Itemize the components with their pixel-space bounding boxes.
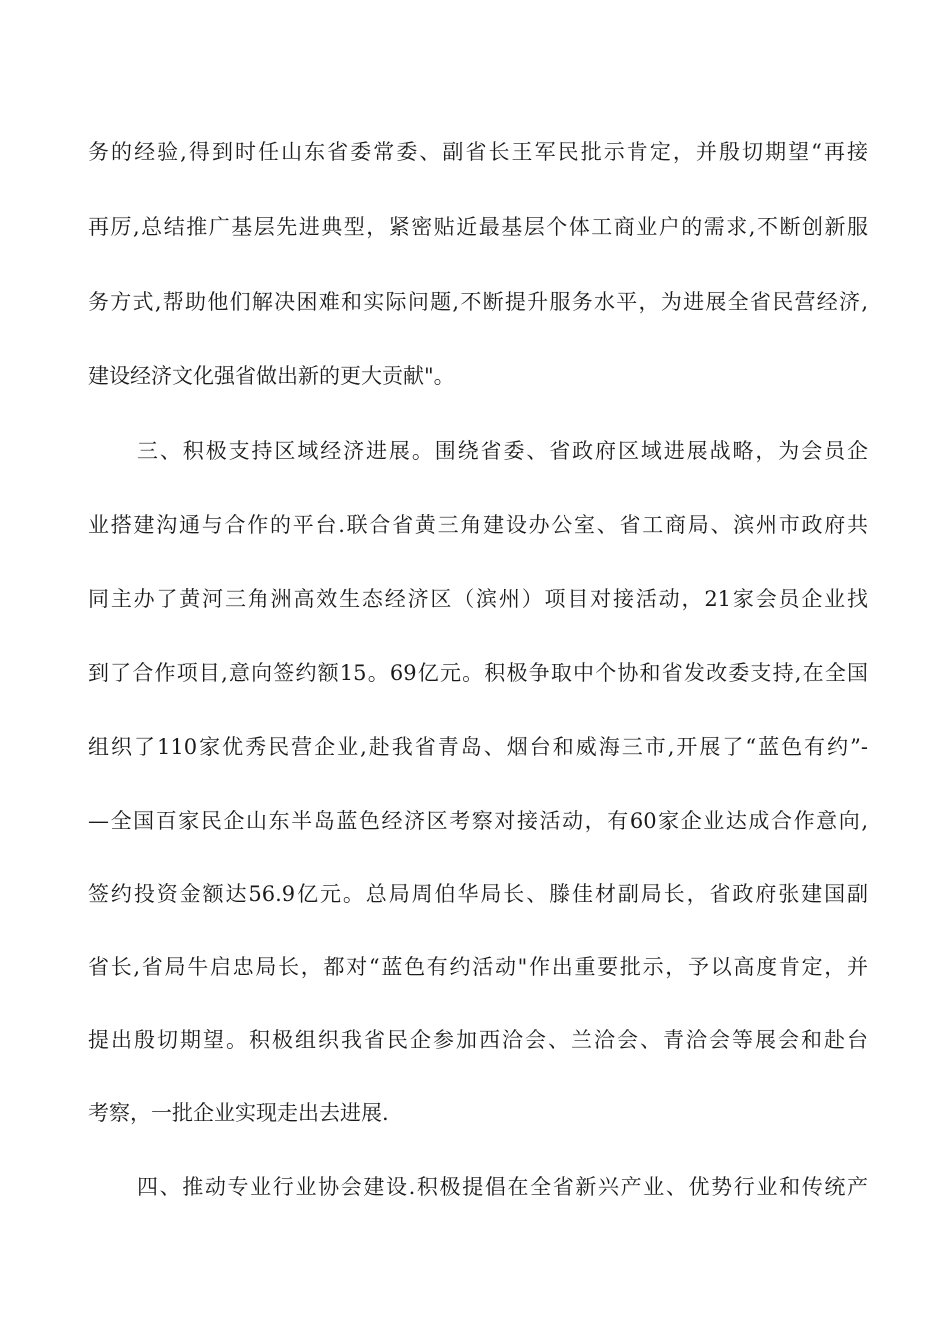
text-line: 组织了110家优秀民营企业,赴我省青岛、烟台和威海三市,开展了“蓝色有约”- — [88, 735, 868, 759]
text-line: 签约投资金额达56.9亿元。总局周伯华局长、滕佳材副局长，省政府张建国副 — [88, 882, 868, 906]
text-line: 业搭建沟通与合作的平台.联合省黄三角建设办公室、省工商局、滨州市政府共 — [88, 513, 868, 537]
paragraph-start-line: 三、积极支持区域经济进展。围绕省委、省政府区域进展战略，为会员企 — [137, 439, 868, 463]
text-line: 同主办了黄河三角洲高效生态经济区（滨州）项目对接活动，21家会员企业找 — [88, 587, 868, 611]
text-line: —全国百家民企山东半岛蓝色经济区考察对接活动，有60家企业达成合作意向, — [88, 809, 868, 833]
text-line: 务方式,帮助他们解决困难和实际问题,不断提升服务水平，为进展全省民营经济, — [88, 290, 868, 314]
text-line: 考察，一批企业实现走出去进展. — [88, 1101, 389, 1125]
paragraph-start-line: 四、推动专业行业协会建设.积极提倡在全省新兴产业、优势行业和传统产 — [137, 1175, 868, 1199]
text-line: 到了合作项目,意向签约额15。69亿元。积极争取中个协和省发改委支持,在全国 — [88, 661, 868, 685]
text-line: 省长,省局牛启忠局长，都对“蓝色有约活动"作出重要批示，予以高度肯定，并 — [88, 955, 868, 979]
text-line: 建设经济文化强省做出新的更大贡献"。 — [88, 364, 455, 388]
text-line: 务的经验,得到时任山东省委常委、副省长王军民批示肯定，并殷切期望“再接 — [88, 140, 868, 164]
text-line: 提出殷切期望。积极组织我省民企参加西洽会、兰洽会、青洽会等展会和赴台 — [88, 1028, 868, 1052]
text-line: 再厉,总结推广基层先进典型，紧密贴近最基层个体工商业户的需求,不断创新服 — [88, 215, 868, 239]
